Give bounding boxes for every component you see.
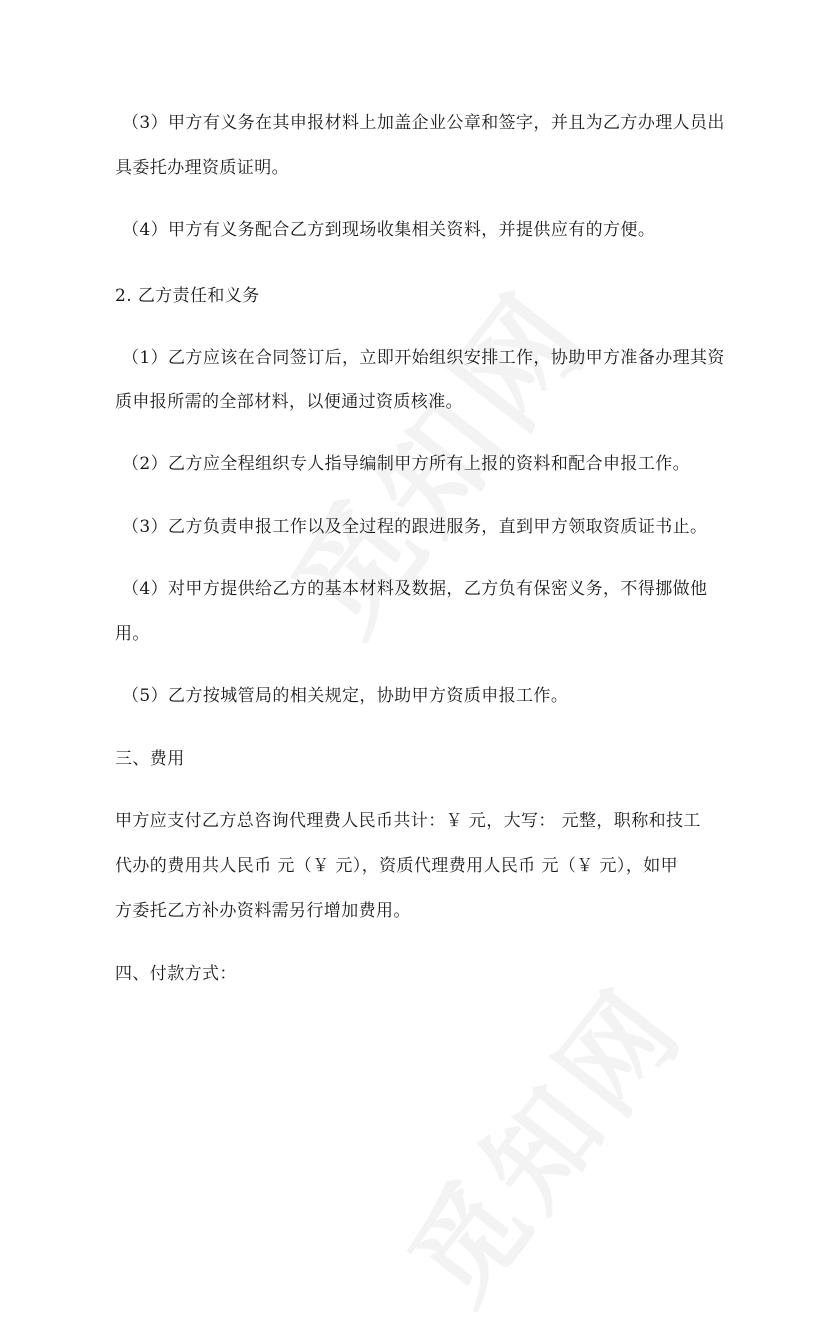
paragraph-party-b-1-line-1: （1）乙方应该在合同签订后，立即开始组织安排工作，协助甲方准备办理其资 [122, 348, 725, 368]
heading-fees: 三、费用 [115, 749, 185, 769]
watermark-bottom [367, 949, 713, 1329]
paragraph-party-b-2: （2）乙方应全程组织专人指导编制甲方所有上报的资料和配合申报工作。 [122, 454, 691, 474]
paragraph-party-a-3-line-2: 具委托办理资质证明。 [115, 158, 289, 178]
paragraph-party-a-3-line-1: （3）甲方有义务在其申报材料上加盖企业公章和签字，并且为乙方办理人员出 [122, 113, 725, 133]
paragraph-party-b-3: （3）乙方负责申报工作以及全过程的跟进服务，直到甲方领取资质证书止。 [122, 517, 708, 537]
paragraph-fees-line-1: 甲方应支付乙方总咨询代理费人民币共计：￥ 元，大写： 元整，职称和技工 [115, 811, 701, 831]
paragraph-party-a-4: （4）甲方有义务配合乙方到现场收集相关资料，并提供应有的方便。 [122, 220, 656, 240]
paragraph-party-b-4-line-1: （4）对甲方提供给乙方的基本材料及数据，乙方负有保密义务，不得挪做他 [122, 579, 708, 599]
paragraph-fees-line-2: 代办的费用共人民币 元（￥ 元），资质代理费用人民币 元（￥ 元），如甲 [115, 856, 679, 876]
paragraph-party-b-5: （5）乙方按城管局的相关规定，协助甲方资质申报工作。 [122, 686, 569, 706]
paragraph-party-b-4-line-2: 用。 [115, 624, 150, 644]
heading-party-b-duties: 2. 乙方责任和义务 [115, 286, 260, 306]
paragraph-party-b-1-line-2: 质申报所需的全部材料，以便通过资质核准。 [115, 392, 463, 412]
heading-payment-method: 四、付款方式： [115, 964, 237, 984]
paragraph-fees-line-3: 方委托乙方补办资料需另行增加费用。 [115, 901, 411, 921]
